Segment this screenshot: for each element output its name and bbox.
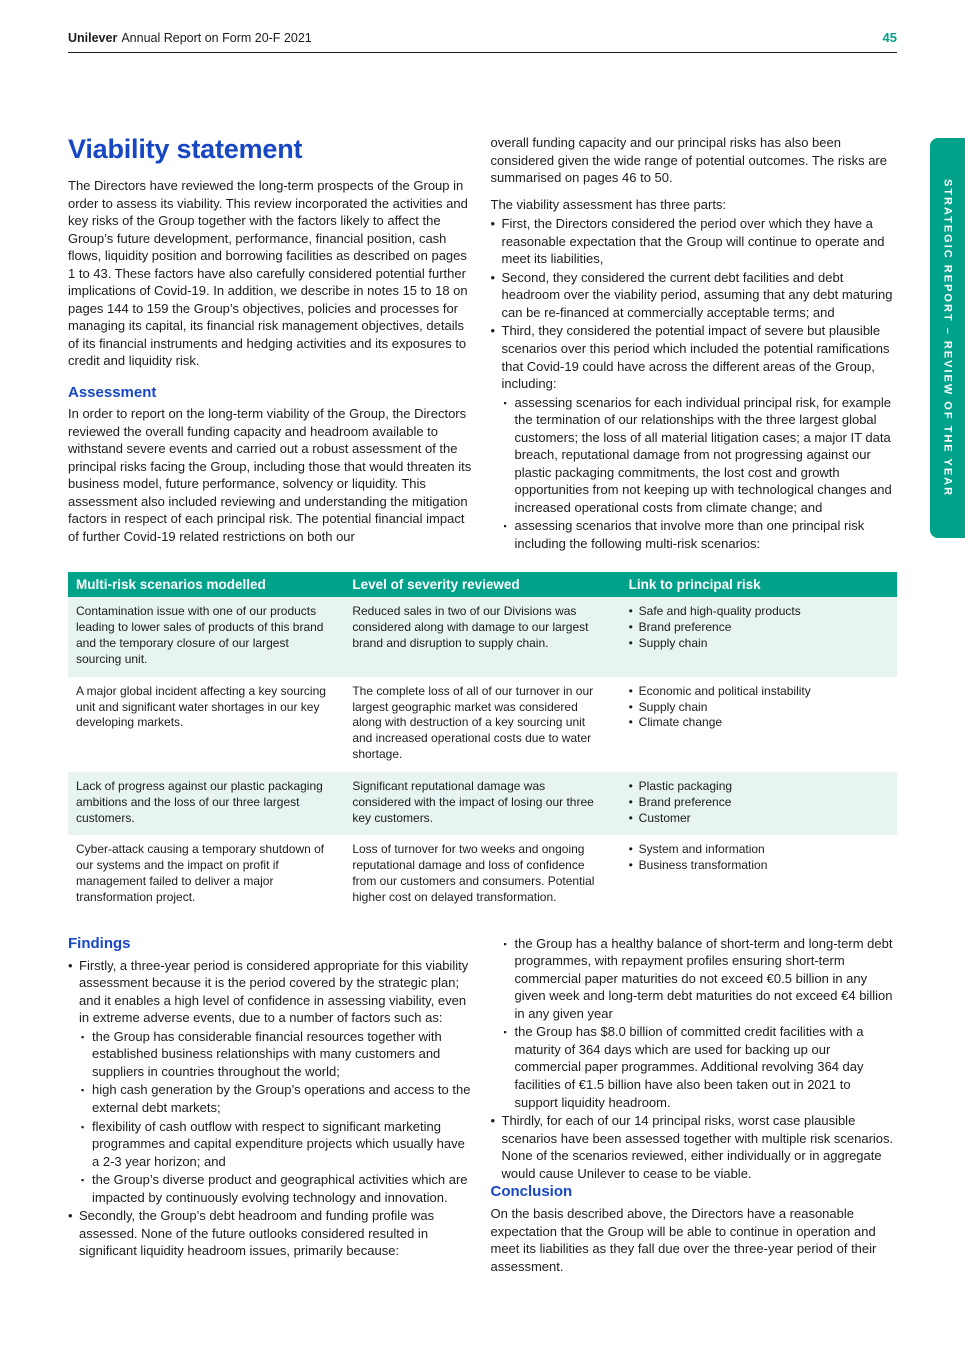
list-item bbox=[81, 1081, 475, 1116]
severity-cell: The complete loss of all of our turnover in our largest geographic market was considered along with destruction of a key sourcing unit and increased operational costs due to water shortage. bbox=[352, 683, 594, 762]
list-item-text: high cash generation by the Group’s operations and access to the external debt markets; bbox=[92, 1082, 471, 1116]
table-header-links: Link to principal risk bbox=[621, 572, 897, 597]
bullet-icon bbox=[629, 636, 639, 652]
assessment-paragraph: In order to report on the long-term viability of the Group, the Directors reviewed the overall funding capacity and headroom available to withstand severe events and carried out a robust assessment of the principal risks facing the Group, including those that would threaten its business model, future performance, solvency or liquidity. This assessment also included reviewing and understanding the mitigation factors in respect of each principal risk. The potential financial impact of further Covid-19 related restrictions on both our bbox=[68, 406, 472, 544]
viability-section bbox=[68, 134, 897, 554]
bullet-icon bbox=[629, 604, 639, 620]
list-item bbox=[491, 1112, 898, 1182]
table-header-scenarios: Multi-risk scenarios modelled bbox=[68, 572, 344, 597]
bullet-icon bbox=[81, 1028, 92, 1081]
link-item bbox=[629, 700, 881, 716]
brand-name: Unilever bbox=[68, 31, 118, 45]
link-item bbox=[629, 795, 881, 811]
table-header-severity: Level of severity reviewed bbox=[344, 572, 620, 597]
list-item bbox=[81, 1118, 475, 1171]
link-item bbox=[629, 684, 881, 700]
scenario-cell: A major global incident affecting a key sourcing unit and significant water shortages in our key developing markets. bbox=[76, 683, 326, 730]
link-item bbox=[629, 620, 881, 636]
list-item-text: Firstly, a three-year period is considered appropriate for this viability assessment because it is the period covered by the strategic plan; and it enables a high level of confidence in assessing viability, even in extreme adverse events, due to a number of factors such as: bbox=[79, 957, 469, 1026]
list-item bbox=[491, 269, 898, 322]
links-cell bbox=[621, 677, 897, 772]
list-item bbox=[504, 1023, 898, 1111]
conclusion-paragraph: On the basis described above, the Directors have a reasonable expectation that the Group will be able to continue in operation and meet its liabilities as they fall due over the three-year period of their assessment. bbox=[490, 1206, 877, 1274]
list-item bbox=[68, 1207, 475, 1260]
list-item-text: Secondly, the Group’s debt headroom and funding profile was assessed. None of the future outlooks considered resulted in significant liquidity headroom issues, primarily because: bbox=[79, 1208, 435, 1259]
bullet-icon bbox=[504, 517, 515, 552]
bullet-icon bbox=[81, 1118, 92, 1171]
bullet-icon bbox=[491, 215, 502, 268]
link-item bbox=[629, 811, 881, 827]
link-item-text: Business transformation bbox=[638, 858, 768, 873]
content bbox=[68, 134, 897, 1284]
table-row bbox=[68, 597, 897, 676]
list-item-text: the Group’s diverse product and geographical activities which are impacted by continuously evolving technology and innovation. bbox=[92, 1172, 468, 1205]
bullet-icon bbox=[491, 322, 502, 392]
list-item bbox=[81, 1028, 475, 1081]
bullet-icon bbox=[629, 842, 639, 858]
list-item bbox=[81, 1171, 475, 1206]
bullet-icon bbox=[504, 1023, 515, 1111]
bullet-icon bbox=[504, 935, 515, 1023]
link-item-text: Supply chain bbox=[638, 699, 708, 714]
bullet-icon bbox=[629, 715, 639, 731]
severity-cell: Loss of turnover for two weeks and ongoing reputational damage and loss of confidence from our customers and consumers. Potential higher cost on delayed transformation. bbox=[352, 842, 595, 904]
link-item-text: Supply chain bbox=[638, 636, 708, 651]
assessment-heading: Assessment bbox=[68, 384, 157, 402]
page-header bbox=[68, 30, 897, 53]
list-item-text: Thirdly, for each of our 14 principal risks, worst case plausible scenarios have been assessed together with multiple risk scenarios. None of the scenarios reviewed, either individually or in aggregate would cause Unilever to cease to be viable. bbox=[501, 1113, 894, 1181]
list-item-text: the Group has a healthy balance of short-term and long-term debt programmes, with repayment profiles ensuring short-term commercial paper maturities do not exceed €0.5 billion in any given week and long-term debt maturities do not exceed €4 billion in any given year bbox=[514, 935, 893, 1021]
intro-paragraph: The Directors have reviewed the long-term prospects of the Group in order to assess its viability. This review incorporated the activities and key risks of the Group together with the factors likely to affect the Group’s future development, performance, financial position, cash flows, liquidity position and borrowing facilities as described on pages 1 to 43. These factors have also carefully considered potential further implications of Covid-19. In addition, we describe in notes 15 to 18 on pages 144 to 159 the Group’s objectives, policies and processes for managing its capital, its financial risk management objectives, details of its financial instruments and hedging activities and its exposures to credit and liquidity risk. bbox=[68, 178, 468, 369]
page-number: 45 bbox=[882, 30, 897, 45]
list-item-text: Second, they considered the current debt facilities and debt headroom over the viability period, assuming that any debt maturing can be re-financed at commercially acceptable terms; and bbox=[501, 269, 893, 320]
link-item-text: Climate change bbox=[638, 715, 723, 730]
link-item-text: Brand preference bbox=[638, 794, 732, 809]
conclusion-heading: Conclusion bbox=[490, 1183, 573, 1201]
report-name: Annual Report on Form 20-F 2021 bbox=[121, 31, 312, 45]
viability-left-column bbox=[68, 134, 475, 554]
list-item-text: the Group has considerable financial resources together with established business relationships with many customers and suppliers in countries throughout the world; bbox=[92, 1028, 442, 1079]
link-item bbox=[629, 842, 881, 858]
list-item-text: flexibility of cash outflow with respect to significant marketing programmes and capital expenditure projects which usually have a 2-3 year horizon; and bbox=[92, 1118, 465, 1169]
findings-right-column bbox=[491, 935, 898, 1285]
link-item bbox=[629, 715, 881, 731]
link-item-text: Plastic packaging bbox=[638, 778, 733, 793]
viability-right-column bbox=[491, 134, 898, 554]
links-cell bbox=[621, 597, 897, 676]
list-item bbox=[504, 517, 898, 552]
bullet-icon bbox=[491, 269, 502, 322]
findings-heading: Findings bbox=[68, 934, 131, 952]
list-item-text: assessing scenarios for each individual principal risk, for example the termination of our relationships with the three largest global customers; the loss of all material litigation cases; a major IT data breach, reputational damage from not progressing against our plastic packaging commitments, the lost cost and growth opportunities from not keeping up with technological changes and increased operational costs from climate change; and bbox=[514, 394, 892, 515]
bullet-icon bbox=[629, 795, 639, 811]
bullet-icon bbox=[81, 1171, 92, 1206]
bullet-icon bbox=[629, 620, 639, 636]
bullet-icon bbox=[629, 700, 639, 716]
list-item bbox=[504, 394, 898, 517]
list-item-text: assessing scenarios that involve more than one principal risk including the following multi-risk scenarios: bbox=[514, 518, 865, 552]
scenario-cell: Cyber-attack causing a temporary shutdown of our systems and the impact on profit if management failed to deliver a major transformation project. bbox=[76, 842, 325, 904]
list-item bbox=[68, 957, 475, 1027]
section-tab bbox=[930, 138, 965, 538]
section-tab-label: STRATEGIC REPORT – REVIEW OF THE YEAR bbox=[941, 178, 954, 498]
table-row bbox=[68, 772, 897, 835]
severity-cell: Reduced sales in two of our Divisions was considered along with damage to our largest brand and disruption to supply chain. bbox=[344, 597, 620, 676]
severity-cell: Significant reputational damage was considered with the impact of losing our three key customers. bbox=[344, 772, 620, 835]
list-item bbox=[491, 322, 898, 392]
table-row bbox=[68, 835, 897, 914]
bullet-icon bbox=[68, 957, 79, 1027]
bullet-icon bbox=[491, 1112, 502, 1182]
parts-intro: The viability assessment has three parts: bbox=[490, 196, 727, 212]
links-cell bbox=[621, 835, 897, 914]
link-item-text: System and information bbox=[638, 842, 765, 857]
findings-section bbox=[68, 935, 897, 1285]
table-header-row bbox=[68, 572, 897, 597]
link-item-text: Customer bbox=[638, 810, 691, 825]
link-item bbox=[629, 604, 881, 620]
bullet-icon bbox=[629, 858, 639, 874]
scenario-cell: Contamination issue with one of our products leading to lower sales of products of this brand and the temporary closure of our largest sourcing unit. bbox=[68, 597, 344, 676]
bullet-icon bbox=[68, 1207, 79, 1260]
link-item-text: Safe and high-quality products bbox=[638, 604, 801, 619]
continuation-paragraph: overall funding capacity and our principal risks has also been considered given the wide range of potential outcomes. The risks are summarised on pages 46 to 50. bbox=[490, 135, 887, 186]
table-row bbox=[68, 677, 897, 772]
link-item-text: Economic and political instability bbox=[638, 683, 811, 698]
list-item-text: First, the Directors considered the period over which they have a reasonable expectation that the Group will continue to operate and meet its liabilities, bbox=[501, 216, 885, 267]
report-title bbox=[68, 31, 312, 45]
bullet-icon bbox=[81, 1081, 92, 1116]
page-title: Viability statement bbox=[68, 134, 303, 164]
link-item-text: Brand preference bbox=[638, 620, 732, 635]
link-item bbox=[629, 858, 881, 874]
list-item-text: Third, they considered the potential impact of severe but plausible scenarios over this period which included the potential ramifications that Covid-19 could have across the different areas of the Group, including: bbox=[501, 323, 890, 392]
list-item bbox=[504, 935, 898, 1023]
bullet-icon bbox=[629, 779, 639, 795]
links-cell bbox=[621, 772, 897, 835]
findings-left-column bbox=[68, 935, 475, 1285]
link-item bbox=[629, 636, 881, 652]
list-item bbox=[491, 215, 898, 268]
scenario-cell: Lack of progress against our plastic packaging ambitions and the loss of our three largest customers. bbox=[68, 772, 344, 835]
list-item-text: the Group has $8.0 billion of committed credit facilities with a maturity of 364 days which are used for backing up our commercial paper programmes. Additional revolving 364 day facilities of €1.5 billion have also been taken out in 2021 to support liquidity headroom. bbox=[514, 1024, 864, 1110]
bullet-icon bbox=[504, 394, 515, 517]
link-item bbox=[629, 779, 881, 795]
multi-risk-table bbox=[68, 572, 897, 914]
bullet-icon bbox=[629, 811, 639, 827]
bullet-icon bbox=[629, 684, 639, 700]
